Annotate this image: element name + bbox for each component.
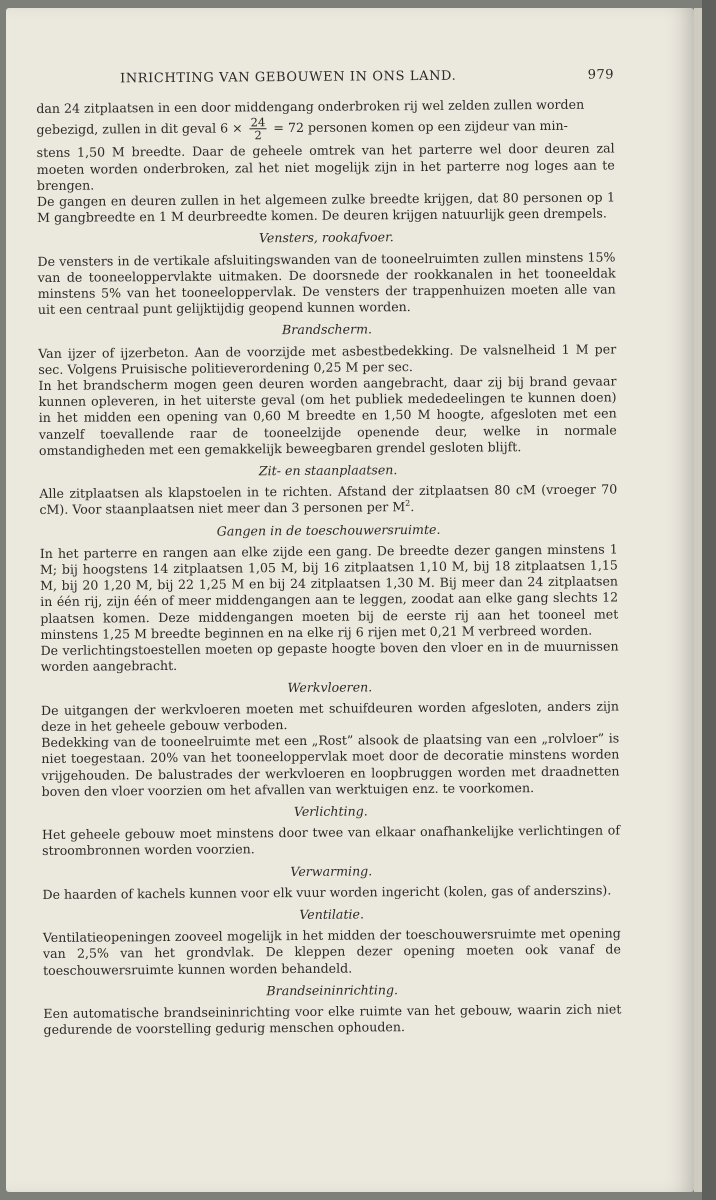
intro-formula-line	[36, 114, 614, 144]
section-heading-werkvloeren: Werkvloeren.	[287, 678, 373, 695]
zitplaatsen-text: Alle zitplaatsen als klapstoelen in te richten. Afstand der zitplaatsen 80 cM (vroeger 70 cM). Voor staanplaatsen niet meer dan 3 personen per M	[39, 481, 618, 518]
intro-paragraph-rest: stens 1,50 M breedte. Daar de geheele omtrek van het parterre wel door deuren zal moeten worden onderbroken, zal het niet mogelijk zijn in het parterre nog loges aan te brengen.	[36, 140, 615, 193]
brandscherm-paragraph-1: Van ijzer of ijzerbeton. Aan de voorzijde met asbestbedekking. De valsnelheid 1 M per sec. Volgens Pruisische politieverordening 0,25 M per sec.	[38, 341, 617, 377]
running-header	[120, 67, 614, 87]
section-heading-brandscherm: Brandscherm.	[281, 321, 373, 338]
page-edge	[694, 8, 702, 1192]
formula-text-after: = 72 personen komen op een zijdeur van min-	[273, 118, 568, 136]
werkvloeren-paragraph-1: De uitgangen der werkvloeren moeten met schuifdeuren worden afgesloten, anders zijn deze in het geheele gebouw verboden.	[40, 698, 620, 734]
brandseininrichting-paragraph: Een automatische brandseininrichting voor elke ruimte van het gebouw, waarin zich niet gedurende de voorstelling gedurig menschen ophouden.	[43, 1001, 622, 1038]
intro-line-1: dan 24 zitplaatsen in een door middengang onderbroken rij wel zelden zullen worden	[36, 96, 585, 117]
page-content	[36, 67, 622, 1038]
section-heading-ventilatie: Ventilatie.	[299, 906, 365, 922]
verwarming-paragraph: De haarden of kachels kunnen voor elk vuur worden ingericht (kolen, gas of anderszins).	[42, 882, 612, 902]
fraction-numerator: 24	[250, 115, 266, 130]
section-heading-gangen: Gangen in de toeschouwersruimte.	[216, 521, 441, 539]
section-heading-verlichting: Verlichting.	[293, 803, 368, 819]
page-number: 979	[587, 67, 615, 83]
fraction-denominator: 2	[254, 128, 262, 143]
running-title: INRICHTING VAN GEBOUWEN IN ONS LAND.	[119, 68, 457, 87]
formula-text-before: gebezigd, zullen in dit geval 6 ×	[36, 120, 243, 138]
verlichting-paragraph: Het geheele gebouw moet minstens door twee van elkaar onafhankelijke verlichtingen of stroombronnen worden voorzien.	[41, 822, 621, 859]
section-heading-verwarming: Verwarming.	[290, 862, 373, 879]
section-heading-vensters: Vensters, rookafvoer.	[258, 229, 394, 246]
gangen-paragraph-1: In het parterre en rangen aan elke zijde een gang. De breedte dezer gangen minstens 1 M; bij hoogstens 14 zitplaatsen 1,05 M, bij 16 zitplaatsen 1,10 M, bij 18 zitplaatsen 1,15 M, bij 20 1,20 M, bij 22 1,25 M en bij 24 zitplaatsen 1,30 M. Bij meer dan 24 zitplaatsen in één rij, zijn één of meer middengangen aan te leggen, zoodat aan elke gang slechts 12 plaatsen komen. Deze middengangen moeten bij de eerste rij aan het tooneel met minstens 1,25 M breedte beginnen en na elke rij 6 rijen met 0,21 M verbreed worden.	[39, 541, 619, 642]
superscript-2: 2	[405, 499, 411, 509]
scan-border	[702, 0, 716, 1200]
werkvloeren-paragraph-2: Bedekking van de tooneelruimte met een „Rost” alsook de plaatsing van een „rolvloer” is niet toegestaan. 20% van het tooneeloppervlak moet door de decoratie minstens worden vrijgehouden. De balustrades der werkvloeren en loopbruggen worden met draadnetten boven den vloer voorzien om het afvallen van werktuigen enz. te voorkomen.	[41, 730, 620, 799]
zitplaatsen-paragraph	[39, 482, 617, 519]
ventilatie-paragraph: Ventilatieopeningen zooveel mogelijk in het midden der toeschouwersruimte met opening van 2,5% van het grondvlak. De kleppen dezer opening moeten ook vanaf de toeschouwersruimte kunnen worden behandeld.	[42, 925, 621, 978]
intro-paragraph-2: De gangen en deuren zullen in het algemeen zulke breedte krijgen, dat 80 personen op 1 M gangbreedte en 1 M deurbreedte komen. De deuren krijgen natuurlijk geen drempels.	[36, 189, 616, 226]
vensters-paragraph: De vensters in de vertikale afsluitingswanden van de tooneelruimten zullen minstens 15% van de tooneeloppervlakte uitmaken. De doorsnede der rookkanalen in het tooneeldak minstens 5% van het tooneeloppervlak. De vensters der trappenhuizen moeten alle van uit een centraal punt gelijktijdig geopend kunnen worden.	[37, 249, 616, 318]
formula-fraction	[250, 117, 267, 142]
brandscherm-paragraph-2: In het brandscherm mogen geen deuren worden aangebracht, daar zij bij brand gevaar kunnen opleveren, in het uiterste geval (om het publiek mededeelingen te kunnen doen) in het midden een opening van 0,60 M breedte en 1,50 M hoogte, afgesloten met een vanzelf toevallende raar de tooneelzijde openende deur, welke in normale omstandigheden met een gemakkelijk beweegbaren grendel gesloten blijft.	[38, 373, 617, 458]
section-heading-zitplaatsen: Zit- en staanplaatsen.	[258, 462, 398, 479]
zitplaatsen-end: .	[410, 499, 415, 515]
section-heading-brandseininrichting: Brandseininrichting.	[266, 981, 399, 998]
gangen-paragraph-2: De verlichtingstoestellen moeten op gepaste hoogte boven den vloer en in de muurnissen worden aangebracht.	[40, 638, 619, 675]
